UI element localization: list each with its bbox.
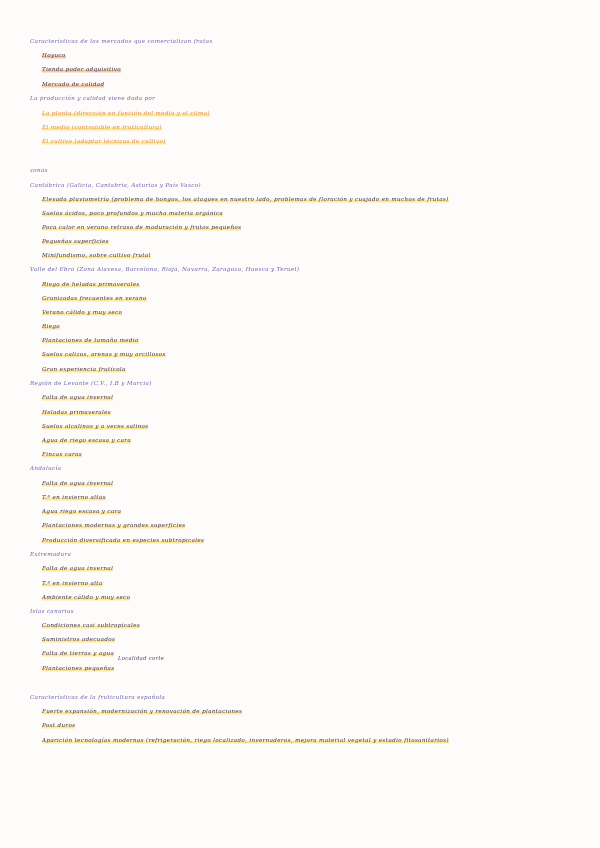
zone-item: Producción diversificada en especies subtropicales (42, 538, 205, 544)
zone-title-levante: Región de Levante (C.V., I.B y Murcia) (30, 381, 152, 387)
zone-item: Agua riego escasa y cara (42, 509, 122, 515)
zonas-label: zonas (30, 168, 48, 174)
intro-item: Mercado de calidad (42, 82, 105, 88)
zone-item: Plantaciones de tamaño medio (42, 338, 139, 344)
zone-item: Pequeñas superficies (42, 239, 109, 245)
zone-item: Agua de riego escasa y cara (42, 438, 132, 444)
zone-title-andalucia: Andalucía (30, 466, 62, 472)
zone-item: Fincas caras (42, 452, 82, 458)
zone-item: Riego de heladas primaverales (42, 282, 140, 288)
intro-title: Características de los mercados que comercializan frutas (30, 39, 213, 45)
zone-item: Suelos alcalinos y a veces salinos (42, 424, 149, 430)
produccion-title: La producción y calidad viene dada por (30, 96, 156, 102)
caracteristicas-title: Características de la fruticultura española (30, 695, 166, 701)
zone-item: Granizadas frecuentes en verano (42, 296, 147, 302)
zone-item: Suelos ácidos, poco profundos y mucha materia orgánica (42, 211, 224, 217)
caracteristicas-item: Fuerte expansión, modernización y renovación de plantaciones (42, 709, 243, 715)
zone-item: Condiciones casi subtropicales (42, 623, 141, 629)
zone-item: Ambiente cálido y muy seco (42, 595, 131, 601)
islas-aside-note: Localidad corte (118, 656, 165, 662)
zone-item: Plantaciones modernas y grandes superficies (42, 523, 186, 529)
intro-item: Hoyuco (42, 53, 66, 59)
zone-title-extremadura: Extremadura (30, 552, 72, 558)
zone-item: Falta de agua invernal (42, 566, 114, 572)
caracteristicas-item: Post duros (42, 723, 76, 729)
produccion-item: La planta (dirección en función del medio y el clima) (42, 111, 210, 117)
zone-item: T.ª en invierno altas (42, 495, 106, 501)
zone-title-islas: Islas canarias (30, 609, 74, 615)
zone-item: T.ª en invierno alta (42, 581, 103, 587)
zone-title-cantabrica: Cantábrica (Galicia, Cantabria, Asturias y País Vasco) (30, 183, 201, 189)
zone-item: Heladas primaverales (42, 410, 112, 416)
zone-title-ebro: Valle del Ebro (Zona Alavesa, Barcelona, Rioja, Navarra, Zaragoza, Huesca y Teruel) (30, 267, 300, 273)
caracteristicas-item: Aparición tecnologías modernas (refrigeración, riego localizado, invernaderos, mejora material vegetal y estudio fitosanitarios) (42, 738, 449, 744)
zone-item: Suministros adecuados (42, 637, 116, 643)
zone-item: Gran experiencia frutícola (42, 367, 126, 373)
zone-item: Riego (42, 324, 61, 330)
zone-item: Suelos calizos, arenas y muy arcillosos (42, 352, 166, 358)
zone-item: Minifundismo, sobre cultivo frutal (42, 253, 151, 259)
zone-item: Elevada pluviometría (problema de hongos, los ataques en nuestro lado, problemas de floración y cuajado en muchos de frutas) (42, 197, 449, 203)
zone-item: Poca calor en verano retraso de maduración y frutos pequeños (42, 225, 242, 231)
intro-item: Tienda poder adquisitivo (42, 67, 121, 73)
zone-item: Falta de agua invernal (42, 481, 114, 487)
zone-item: Verano cálido y muy seco (42, 310, 123, 316)
produccion-item: El cultivo (adaptar técnicas de cultivo) (42, 139, 166, 145)
produccion-item: El medio (controlable en fruticultura) (42, 125, 162, 131)
zone-item: Falta de tierras y agua (42, 651, 115, 657)
zone-item: Plantaciones pequeñas (42, 666, 115, 672)
zone-item: Falta de agua invernal (42, 395, 114, 401)
